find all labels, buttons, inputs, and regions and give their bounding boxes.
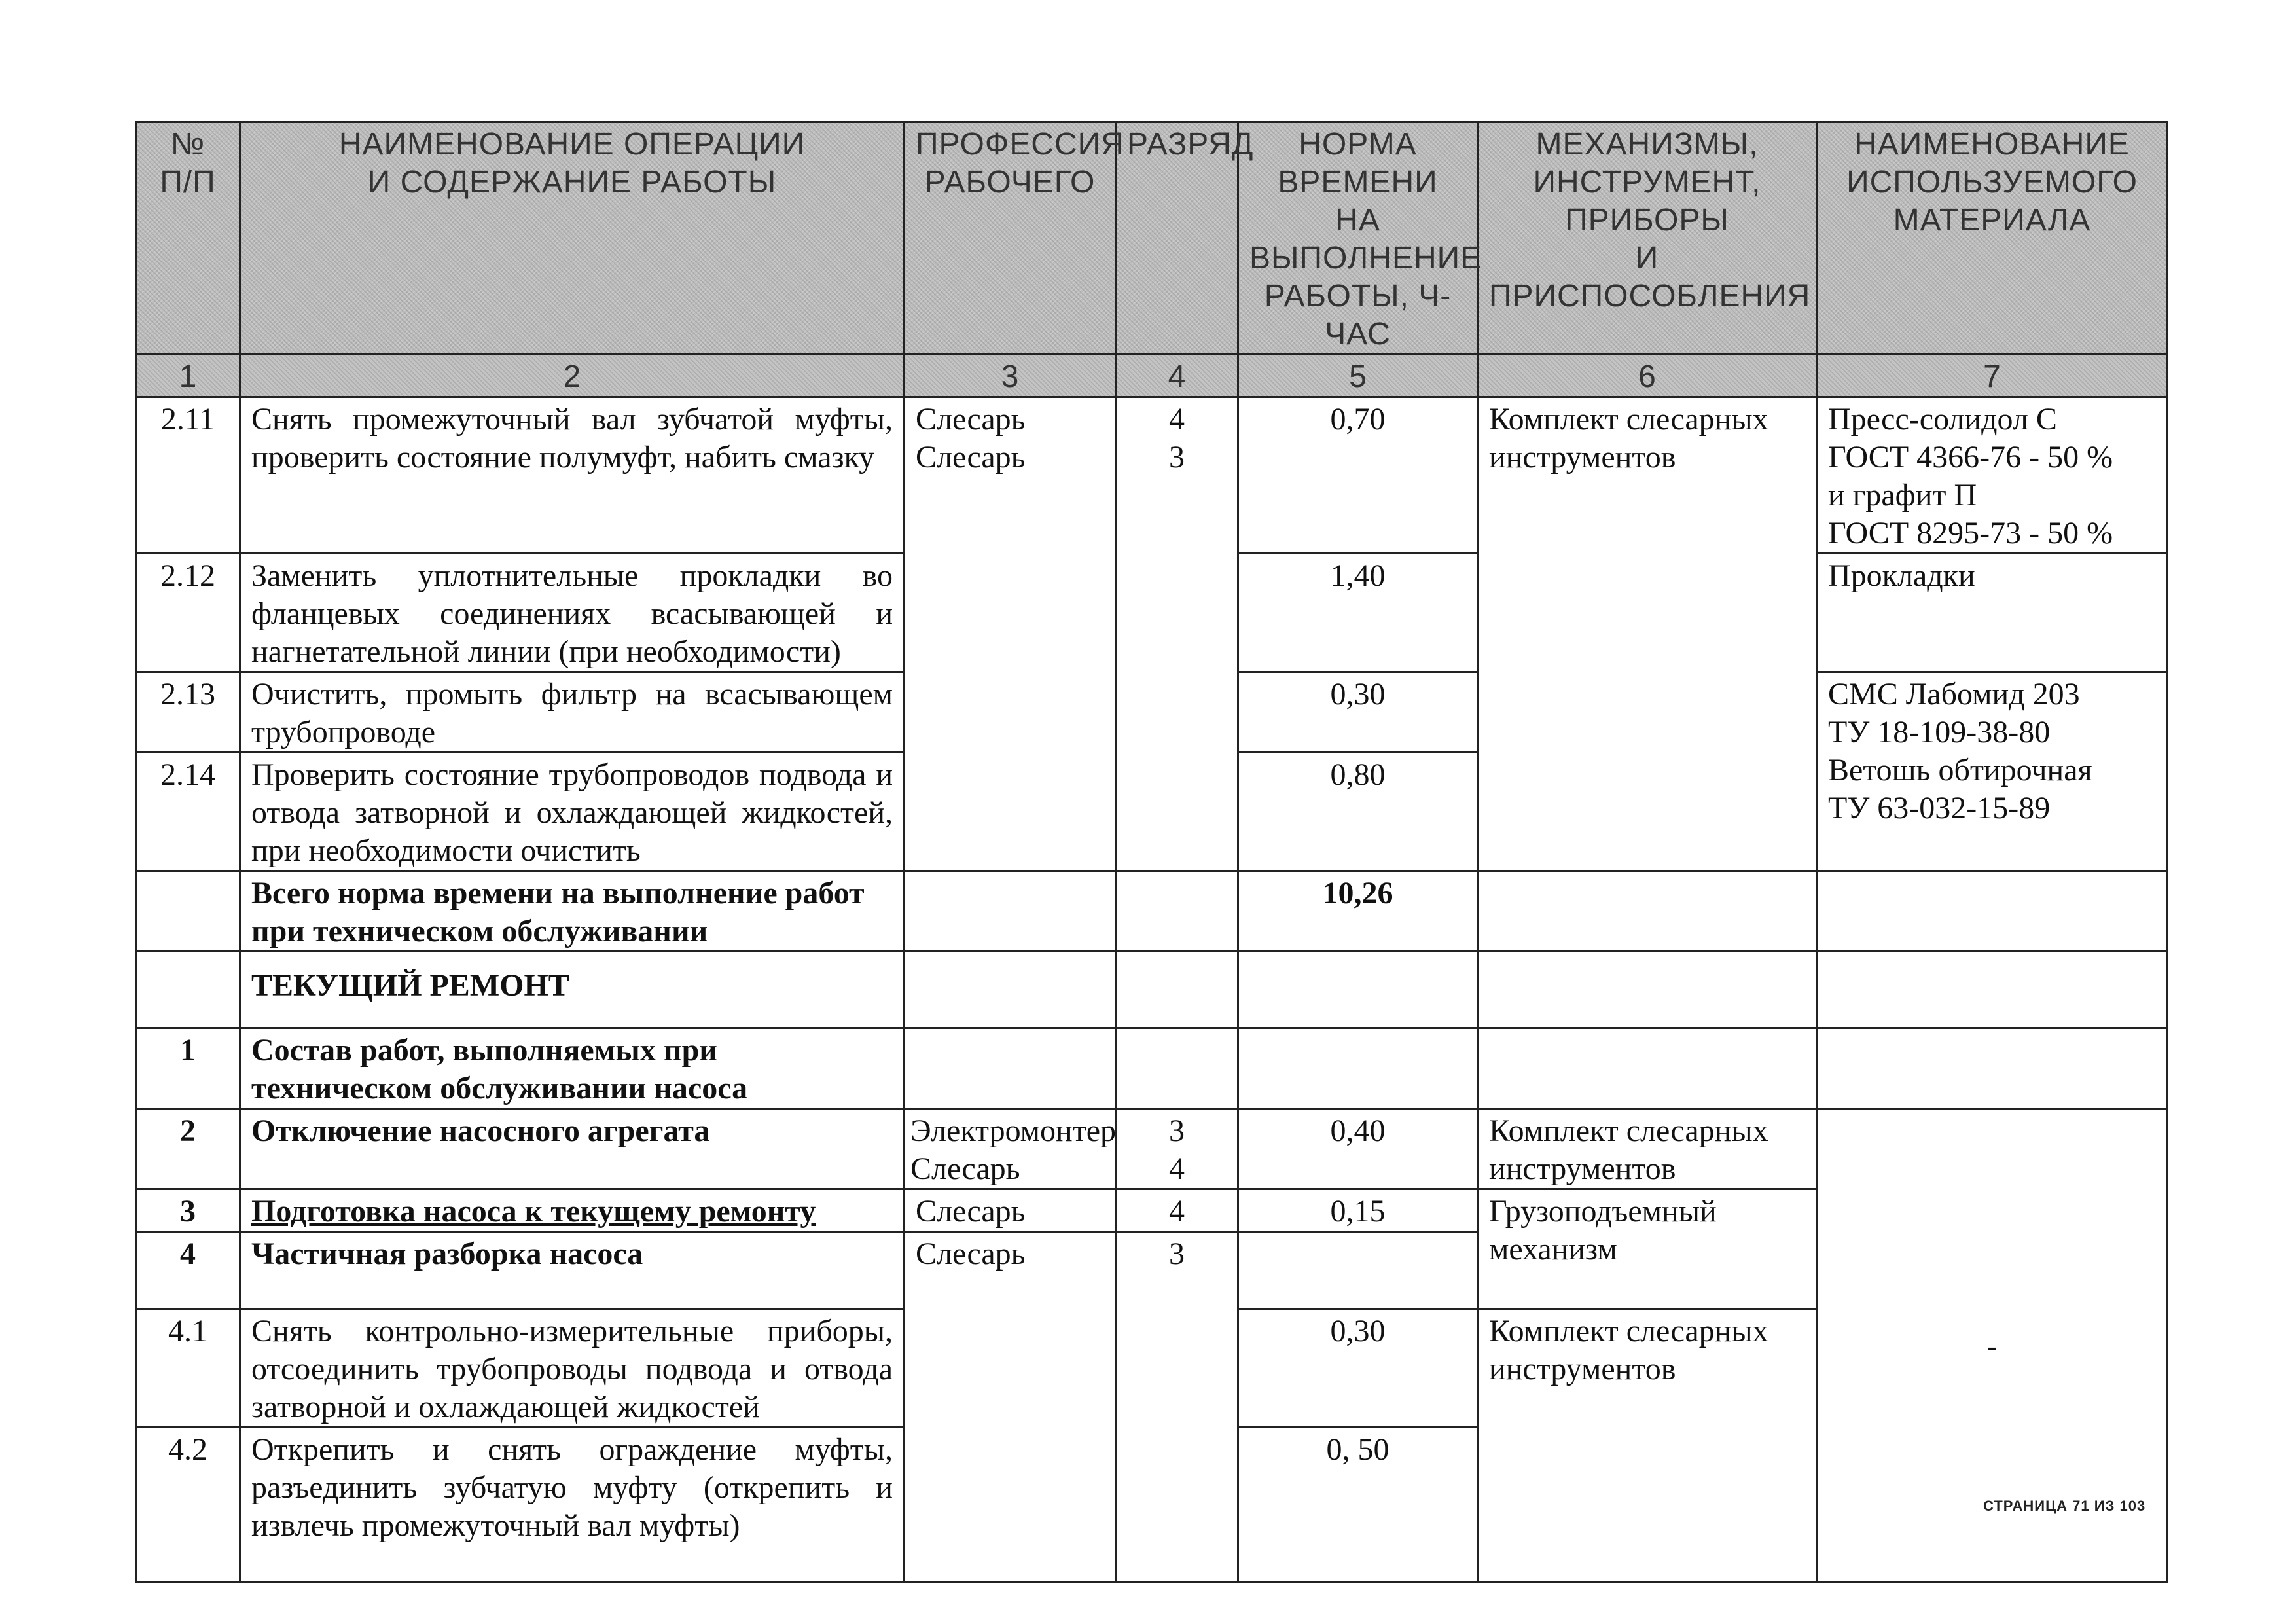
row-number: 2.14 xyxy=(136,753,240,871)
empty-cell xyxy=(1817,1028,2168,1109)
operation-text: Снять контрольно-измерительные приборы, отсоединить трубопроводы подвода и отвода затворной и охлаждающей жидкостей xyxy=(240,1309,905,1428)
time-norm: 0,15 xyxy=(1238,1189,1478,1232)
operation-text: Подготовка насоса к текущему ремонту xyxy=(240,1189,905,1232)
empty-cell xyxy=(1116,1028,1238,1109)
grade-text: 3 4 xyxy=(1169,1113,1185,1186)
column-number: 5 xyxy=(1238,355,1478,397)
time-norm: 0,70 xyxy=(1238,397,1478,554)
time-norm: 0, 50 xyxy=(1238,1428,1478,1582)
empty-cell xyxy=(905,952,1116,1028)
table-row xyxy=(136,1109,2168,1189)
empty-cell xyxy=(1478,871,1817,952)
total-row xyxy=(136,871,2168,952)
empty-cell xyxy=(1116,952,1238,1028)
operation-text: Очистить, промыть фильтр на всасывающем трубопроводе xyxy=(240,672,905,753)
total-norm: 10,26 xyxy=(1238,871,1478,952)
grade-text: 4 xyxy=(1116,1189,1238,1232)
header-operation: НАИМЕНОВАНИЕ ОПЕРАЦИИ И СОДЕРЖАНИЕ РАБОТЫ xyxy=(240,122,905,355)
total-label: Всего норма времени на выполнение работ при техническом обслуживании xyxy=(240,871,905,952)
table-row xyxy=(136,1028,2168,1109)
material-text: Пресс-солидол С ГОСТ 4366-76 - 50 % и графит П ГОСТ 8295-73 - 50 % xyxy=(1828,402,2113,550)
profession-cell xyxy=(905,397,1116,871)
empty-cell xyxy=(1238,1232,1478,1309)
row-number: 3 xyxy=(136,1189,240,1232)
tools-cell xyxy=(1478,397,1817,871)
time-norm: 0,30 xyxy=(1238,1309,1478,1428)
column-number: 4 xyxy=(1116,355,1238,397)
empty-cell xyxy=(1116,871,1238,952)
empty-cell xyxy=(1478,1028,1817,1109)
operation-text: Проверить состояние трубопроводов подвода и отвода затворной и охлаждающей жидкостей, при необходимости очистить xyxy=(240,753,905,871)
empty-cell xyxy=(1238,1028,1478,1109)
column-number: 7 xyxy=(1817,355,2168,397)
grade-cell xyxy=(1116,1109,1238,1189)
work-norms-table xyxy=(135,121,2168,1583)
column-number: 6 xyxy=(1478,355,1817,397)
time-norm: 1,40 xyxy=(1238,554,1478,672)
operation-text: Снять промежуточный вал зубчатой муфты, проверить состояние полумуфт, набить смазку xyxy=(240,397,905,554)
grade-text: 3 xyxy=(1116,1232,1238,1582)
material-cell xyxy=(1817,397,2168,554)
header-time-norm: НОРМА ВРЕМЕНИ НА ВЫПОЛНЕНИЕ РАБОТЫ, Ч-ЧАС xyxy=(1238,122,1478,355)
operation-text: Отключение насосного агрегата xyxy=(240,1109,905,1189)
empty-cell xyxy=(905,871,1116,952)
header-material: НАИМЕНОВАНИЕ ИСПОЛЬЗУЕМОГО МАТЕРИАЛА xyxy=(1817,122,2168,355)
grade-text: 4 3 xyxy=(1169,402,1185,475)
header-tools: МЕХАНИЗМЫ, ИНСТРУМЕНТ, ПРИБОРЫ И ПРИСПОСОБЛЕНИЯ xyxy=(1478,122,1817,355)
page-number: СТРАНИЦА 71 ИЗ 103 xyxy=(1983,1498,2146,1514)
column-number-row xyxy=(136,355,2168,397)
grade-cell xyxy=(1116,397,1238,871)
empty-cell xyxy=(1238,952,1478,1028)
row-number: 4.1 xyxy=(136,1309,240,1428)
empty-cell xyxy=(136,871,240,952)
column-number: 3 xyxy=(905,355,1116,397)
material-cell xyxy=(1817,672,2168,871)
row-number: 2.13 xyxy=(136,672,240,753)
row-number: 2 xyxy=(136,1109,240,1189)
material-text: Прокладки xyxy=(1817,554,2168,672)
tools-text: Комплект слесарных инструментов xyxy=(1478,1309,1817,1582)
operation-text: Частичная разборка насоса xyxy=(240,1232,905,1309)
tools-text: Комплект слесарных инструментов xyxy=(1478,1109,1817,1189)
column-number: 1 xyxy=(136,355,240,397)
tools-text: Комплект слесарных инструментов xyxy=(1489,402,1768,475)
profession-cell xyxy=(905,1109,1116,1189)
operation-text: Состав работ, выполняемых при техническом обслуживании насоса xyxy=(240,1028,905,1109)
empty-cell xyxy=(1478,952,1817,1028)
table-header-row xyxy=(136,122,2168,355)
table-row xyxy=(136,397,2168,554)
row-number: 2.12 xyxy=(136,554,240,672)
section-row xyxy=(136,952,2168,1028)
header-profession: ПРОФЕССИЯ РАБОЧЕГО xyxy=(905,122,1116,355)
profession-text: Слесарь Слесарь xyxy=(916,402,1026,475)
material-text: СМС Лабомид 203 ТУ 18-109-38-80 Ветошь обтирочная ТУ 63-032-15-89 xyxy=(1828,677,2092,825)
section-title: ТЕКУЩИЙ РЕМОНТ xyxy=(240,952,905,1028)
operation-text: Открепить и снять ограждение муфты, разъединить зубчатую муфту (открепить и извлечь промежуточный вал муфты) xyxy=(240,1428,905,1582)
empty-cell xyxy=(136,952,240,1028)
empty-cell xyxy=(1817,871,2168,952)
row-number: 2.11 xyxy=(136,397,240,554)
header-number: № П/П xyxy=(136,122,240,355)
profession-text: Слесарь xyxy=(905,1189,1116,1232)
row-number: 4 xyxy=(136,1232,240,1309)
row-number: 4.2 xyxy=(136,1428,240,1582)
time-norm: 0,30 xyxy=(1238,672,1478,753)
column-number: 2 xyxy=(240,355,905,397)
empty-cell xyxy=(1817,952,2168,1028)
time-norm: 0,80 xyxy=(1238,753,1478,871)
time-norm: 0,40 xyxy=(1238,1109,1478,1189)
tools-text: Грузоподъемный механизм xyxy=(1478,1189,1817,1309)
row-number: 1 xyxy=(136,1028,240,1109)
material-text: - xyxy=(1817,1109,2168,1582)
empty-cell xyxy=(905,1028,1116,1109)
profession-text: Электромонтер Слесарь xyxy=(910,1113,1116,1186)
header-grade: РАЗРЯД xyxy=(1116,122,1238,355)
operation-text: Заменить уплотнительные прокладки во фланцевых соединениях всасывающей и нагнетательной линии (при необходимости) xyxy=(240,554,905,672)
profession-text: Слесарь xyxy=(905,1232,1116,1582)
